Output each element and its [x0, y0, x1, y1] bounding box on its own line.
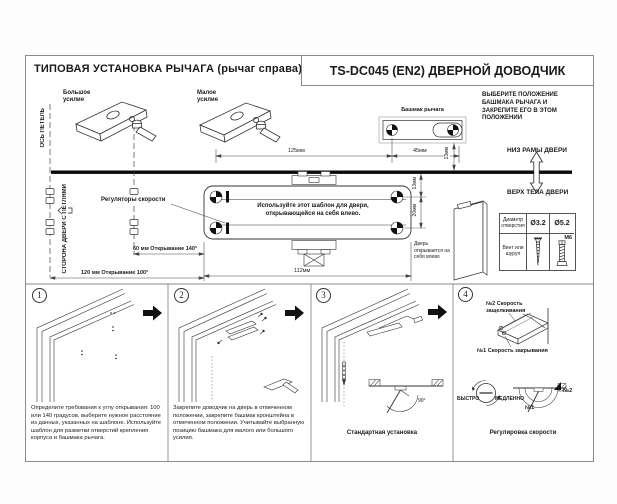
step1-drawing	[37, 289, 162, 402]
step3-number: 3	[316, 288, 331, 303]
machine-screw-icon	[555, 240, 569, 270]
door-top-label: ВЕРХ ТЕЛА ДВЕРИ	[507, 189, 569, 196]
closer-body-template	[204, 172, 411, 267]
step2-number: 2	[174, 288, 189, 303]
wood-screw-cell	[527, 234, 550, 270]
valve2-label: №2	[563, 388, 573, 394]
direction-arrow-icon	[285, 306, 304, 321]
step2-text: Закрепите доводчик на дверь в отмеченном положении, закрепите башмак кронштейна в отмеченном положении. Учитывайте выбранную позицию башмака для малого или большого усилия.	[173, 405, 305, 442]
machine-screw-cell	[550, 234, 574, 270]
dim-body-width: 112мм	[294, 267, 311, 274]
step1-text: Определите требования к углу открывания: 100 или 140 градусов, выберите нужное расстояние из данных, указанных на шаблоне. Используйте шаблон для разметки отверстий крепления корпуса и башмака рычага.	[31, 405, 162, 442]
direction-arrow-icon	[428, 305, 447, 320]
arm-large-force-drawing	[76, 102, 156, 141]
speed-valve-1	[226, 191, 229, 203]
slow-label: МЕДЛЕННО	[495, 396, 525, 402]
fast-label: БЫСТРО	[457, 396, 480, 402]
hinge-side-label: СТОРОНА ДВЕРИ С ПЕТЛЯМИ	[62, 184, 68, 274]
step4-number: 4	[458, 287, 473, 302]
latch-speed-label: №2 Скорость защелкивания	[486, 301, 526, 314]
step3-caption: Стандартная установка	[346, 430, 418, 436]
dim-shoe-travel: 45мм	[413, 148, 427, 154]
arm-shoe-label: Башмак рычага	[401, 107, 444, 113]
step1-number: 1	[32, 288, 47, 303]
choose-position-note: ВЫБЕРИТЕ ПОЛОЖЕНИЕ БАШМАКА РЫЧАГА И ЗАКРЕПИТЕ ЕГО В ЭТОМ ПОЛОЖЕНИИ	[482, 92, 558, 122]
machine-screw-size: М6	[564, 235, 572, 241]
closing-speed-label: №1 Скорость закрывания	[477, 348, 548, 354]
template-note: Используйте этот шаблон для двери, открывающейся на себя влево.	[257, 203, 369, 217]
dim-template-width: 125мм	[288, 148, 305, 154]
dim-shoe-offset: 13мм	[444, 147, 450, 160]
top-view-angle-diagram	[369, 380, 443, 414]
product-title-box	[301, 56, 593, 86]
dim-opening-140: 60 мм Открывание 140°	[133, 245, 198, 252]
step3-drawing	[322, 289, 447, 413]
hole-diameter-header: Диаметр отверстия	[500, 214, 527, 234]
direction-arrow-icon	[143, 306, 162, 321]
speed-valve-2	[226, 223, 229, 235]
dim-hole-offset: 13мм	[411, 177, 418, 190]
screw-spec-table	[499, 213, 576, 271]
frame-bottom-label: НИЗ РАМЫ ДВЕРИ	[507, 147, 567, 154]
open-door-sketch	[454, 201, 487, 280]
speed-regulators-label: Регуляторы скорости	[101, 197, 166, 203]
sheet-title: ТИПОВАЯ УСТАНОВКА РЫЧАГА (рычаг справа)	[34, 63, 303, 75]
arm-small-force-label: Малое усилие	[197, 90, 219, 103]
step2-drawing	[179, 289, 304, 402]
door-opens-note: Дверь открывается на себя влево	[414, 241, 450, 260]
hole-diameter-large: Ø5.2	[550, 214, 574, 234]
arm-large-force-label: Большое усилие	[63, 90, 91, 103]
screw-type-header: Винт или шуруп	[500, 234, 527, 270]
wood-screw-icon	[531, 237, 545, 267]
hinge-axis-label: ОСЬ ПЕТЕЛЬ	[40, 108, 46, 148]
arm-small-force-drawing	[200, 103, 280, 142]
valve1-label: №1	[525, 405, 535, 411]
step4-caption: Регулировка скорости	[489, 430, 557, 436]
step3-angle-label: 90°	[418, 398, 426, 404]
instruction-sheet	[25, 55, 594, 462]
bottom-mounting-bracket	[292, 241, 336, 267]
product-title: TS-DC045 (EN2) ДВЕРНОЙ ДОВОДЧИК	[329, 63, 566, 78]
dim-hole-spacing: 20мм	[411, 204, 418, 217]
door-frame-edge-line	[51, 171, 572, 174]
hole-diameter-small: Ø3.2	[527, 214, 550, 234]
dim-opening-100: 120 мм Открывание 100°	[81, 269, 149, 276]
hinge-symbols	[46, 189, 138, 235]
